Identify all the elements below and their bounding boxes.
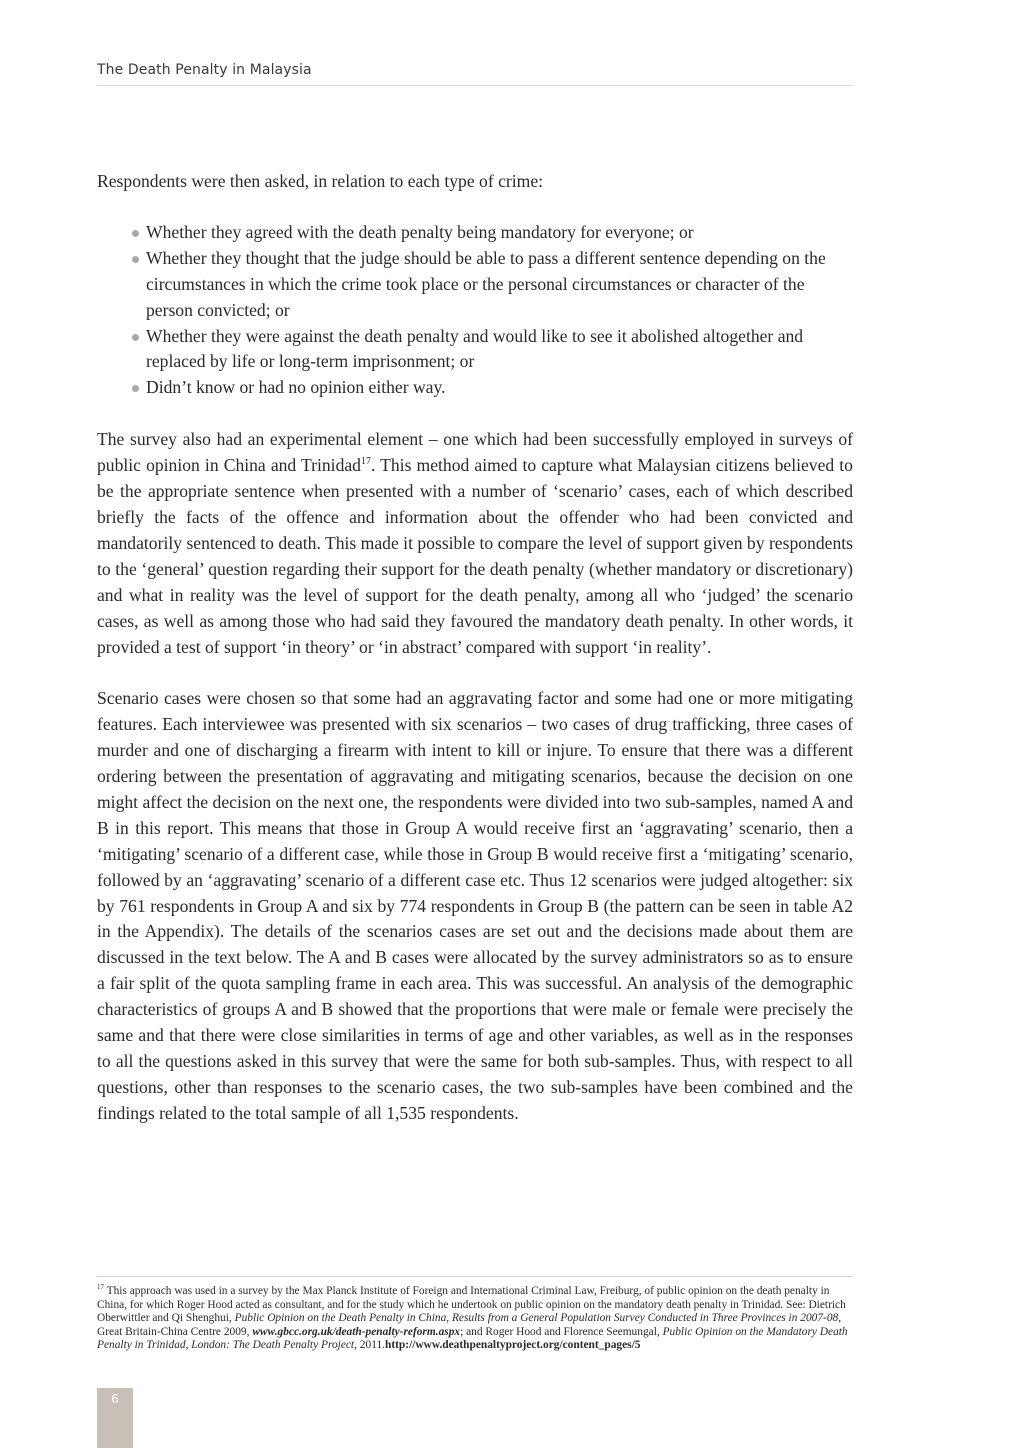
list-item	[132, 246, 853, 324]
footnote-citation-title: Public Opinion on the Death Penalty in China, Results from a General Population Survey Conducted in Three Provinces in 2007-08,	[234, 1312, 842, 1325]
paragraph-text: . This method aimed to capture what Malaysian citizens believed to be the appropriate sentence when presented with a number of ‘scenario’ cases, each of which described briefly the facts of the offence and information about the offender who had been convicted and mandatorily sentenced to death. This made it possible to compare the level of support given by respondents to the ‘general’ question regarding their support for the death penalty (whether mandatory or discretionary) and what in reality was the level of support for the death penalty, among all who ‘judged’ the scenario cases, as well as among those who had said they favoured the mandatory death penalty. In other words, it provided a test of support ‘in theory’ or ‘in abstract’ compared with support ‘in reality’.	[97, 455, 853, 657]
paragraph-text: The survey also had an experimental element – one which had been successfully employed in surveys of public opinion in China and Trinidad	[97, 429, 853, 476]
footnote-link[interactable]: www.gbcc.org.uk/death-penalty-reform.aspx	[252, 1325, 461, 1338]
bullet-icon	[132, 230, 139, 237]
main-text	[97, 169, 853, 1153]
footnote-text: 2011.	[356, 1339, 386, 1352]
bullet-icon	[132, 385, 139, 392]
footnote-marker: 17	[97, 1283, 104, 1292]
footnote-link[interactable]: http://www.deathpenaltyproject.org/content_pages/5	[385, 1339, 641, 1352]
footnote-text: Great Britain-China Centre 2009,	[97, 1325, 253, 1338]
footnote-reference[interactable]: 17	[360, 456, 371, 468]
running-header: The Death Penalty in Malaysia	[97, 62, 853, 86]
list-item-text: Whether they were against the death penalty and would like to see it abolished altogether and replaced by life or long-term imprisonment; or	[146, 325, 804, 372]
intro-paragraph: Respondents were then asked, in relation to each type of crime:	[97, 171, 544, 191]
list-item	[132, 220, 853, 246]
list-item	[132, 324, 853, 376]
footnote-citation-title: Public Opinion on the Mandatory Death Penalty in Trinidad, London: The Death Penalty Project,	[97, 1325, 848, 1352]
scenario-cases-paragraph: Scenario cases were chosen so that some had an aggravating factor and some had one or more mitigating features. Each interviewee was presented with six scenarios – two cases of drug trafficking, three cases of murder and one of discharging a firearm with intent to kill or injure. To ensure that there was a different ordering between the presentation of aggravating and mitigating scenarios, because the decision on one might affect the decision on the next one, the respondents were divided into two sub-samples, named A and B in this report. This means that those in Group A would receive first an ‘aggravating’ scenario, then a ‘mitigating’ scenario of a different case, while those in Group B would receive first a ‘mitigating’ scenario, followed by an ‘aggravating’ scenario of a different case etc. Thus 12 scenarios were judged altogether: six by 761 respondents in Group A and six by 774 respondents in Group B (the pattern can be seen in table A2 in the Appendix). The details of the scenarios cases are set out and the decisions made about them are discussed in the text below. The A and B cases were allocated by the survey administrators so as to ensure a fair split of the quota sampling frame in each area. This was successful. An analysis of the demographic characteristics of groups A and B showed that the proportions that were male or female were precisely the same and that there were close similarities in terms of age and other variables, as well as in the responses to all the questions asked in this survey that were the same for both sub-samples. Thus, with respect to all questions, other than responses to the scenario cases, the two sub-samples have been combined and the findings related to the total sample of all 1,535 respondents.	[97, 688, 853, 1123]
experimental-element-paragraph	[97, 427, 853, 660]
footnote-text: ; and Roger Hood and Florence Seemungal,	[460, 1325, 663, 1338]
footnote	[97, 1276, 853, 1353]
list-item	[132, 375, 853, 401]
bullet-icon	[132, 256, 139, 263]
list-item-text: Whether they thought that the judge should be able to pass a different sentence depending on the circumstances in which the crime took place or the personal circumstances or character of the person convicted; or	[146, 247, 826, 320]
bullet-icon	[132, 334, 139, 341]
list-item-text: Whether they agreed with the death penalty being mandatory for everyone; or	[146, 221, 694, 242]
page-number: 6	[111, 1392, 119, 1406]
response-options-list	[97, 220, 853, 401]
list-item-text: Didn’t know or had no opinion either way.	[146, 377, 446, 398]
page-number-tab	[97, 1388, 133, 1448]
footnote-text: This approach was used in a survey by the Max Planck Institute of Foreign and International Criminal Law, Freiburg, of public opinion on the death penalty in China, for which Roger Hood acted as consultant, and for the study which he undertook on public opinion on the mandatory death penalty in Trinidad. See: Dietrich Oberwittler and Qi Shenghui,	[97, 1285, 846, 1325]
